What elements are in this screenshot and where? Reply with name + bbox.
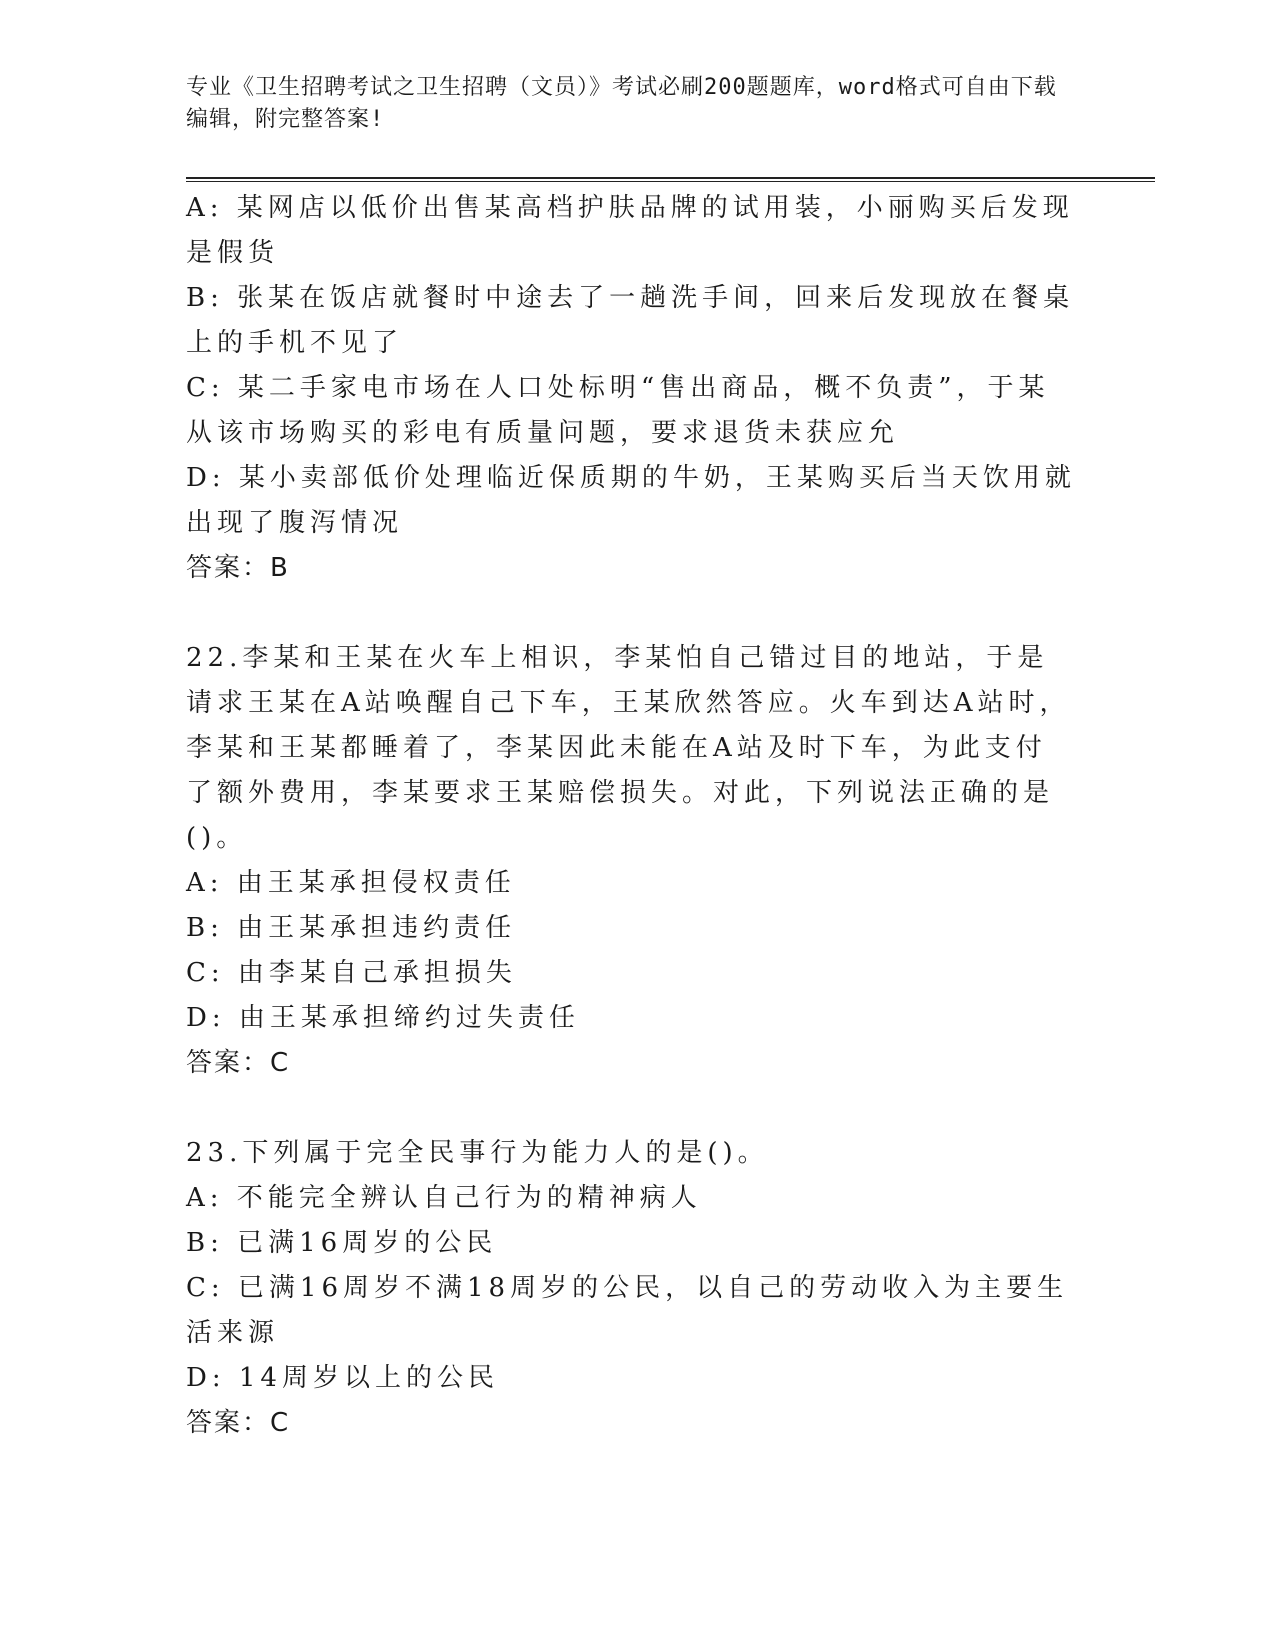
q23-answer: 答案：C: [186, 1408, 291, 1438]
question-content: [186, 186, 1076, 1446]
header-rule-thin: [186, 181, 1155, 182]
q21-option-d: D: 某小卖部低价处理临近保质期的牛奶，王某购买后当天饮用就出现了腹泻情况: [186, 463, 1076, 538]
document-header: 专业《卫生招聘考试之卫生招聘（文员）》考试必刷200题题库，word格式可自由下载编辑，附完整答案!: [186, 75, 1057, 132]
q22-option-b: B: 由王某承担违约责任: [186, 913, 517, 943]
q22-stem: 22.李某和王某在火车上相识，李某怕自己错过目的地站，于是请求王某在A站唤醒自己下车，王某欣然答应。火车到达A站时，李某和王某都睡着了，李某因此未能在A站及时下车，为此支付了额外费用，李某要求王某赔偿损失。对此，下列说法正确的是()。: [186, 643, 1071, 853]
q23-option-b: B: 已满16周岁的公民: [186, 1228, 498, 1258]
header-rule-thick: [186, 177, 1155, 179]
question-spacer: [186, 591, 1076, 636]
q21-option-c: C: 某二手家电市场在人口处标明“售出商品，概不负责”，于某从该市场购买的彩电有质量问题，要求退货未获应允: [186, 373, 1050, 448]
q22-answer: 答案：C: [186, 1048, 291, 1078]
q21-option-a: A: 某网店以低价出售某高档护肤品牌的试用装，小丽购买后发现是假货: [186, 193, 1074, 268]
q23-option-a: A: 不能完全辨认自己行为的精神病人: [186, 1183, 702, 1213]
q21-answer: 答案：B: [186, 553, 290, 583]
q22-option-d: D: 由王某承担缔约过失责任: [186, 1003, 580, 1033]
q22-option-c: C: 由李某自己承担损失: [186, 958, 517, 988]
q23-option-d: D: 14周岁以上的公民: [186, 1363, 499, 1393]
q23-stem: 23.下列属于完全民事行为能力人的是()。: [186, 1138, 769, 1168]
q23-option-c: C: 已满16周岁不满18周岁的公民，以自己的劳动收入为主要生活来源: [186, 1273, 1069, 1348]
question-spacer: [186, 1086, 1076, 1131]
q21-option-b: B: 张某在饭店就餐时中途去了一趟洗手间，回来后发现放在餐桌上的手机不见了: [186, 283, 1075, 358]
q22-option-a: A: 由王某承担侵权责任: [186, 868, 516, 898]
